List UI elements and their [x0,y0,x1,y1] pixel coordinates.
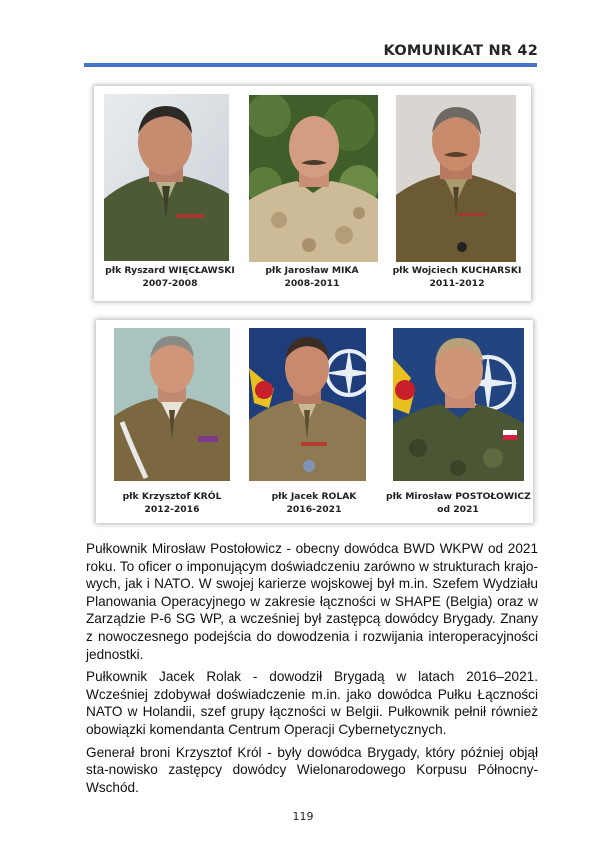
commander-name: płk Ryszard WIĘCŁAWSKI [105,265,235,276]
paragraph-postolowicz: Pułkownik Mirosław Postołowicz - obecny dowódca BWD WKPW od 2021 roku. To oficer o imponującym doświadczeniu zarówno w strukturach krajo-wych, jak i NATO. W swojej karierze wojskowej był m.in. Szefem Wydziału Planowania Operacyjnego w zakresie łączności w SHAPE (Belgia) oraz w Zarządzie P-6 SG WP, a wcześniej był zastępcą dowódcy Brygady. Znany z nowoczesnego podejścia do dowodzenia i rozwijania interoperacyjności jednostki. [86,541,538,662]
commander-name: płk Mirosław POSTOŁOWICZ [386,491,531,502]
portrait-image [396,95,516,262]
commander-years: 2012-2016 [144,504,200,515]
commanders-gallery-row-2 [96,320,533,523]
document-header-title: KOMUNIKAT NR 42 [383,43,538,59]
commander-photo [249,328,366,481]
portrait-image [393,328,524,481]
commander-photo [393,328,524,481]
commanders-gallery-row-1 [94,86,531,301]
portrait-image [249,95,378,262]
paragraph-rolak: Pułkownik Jacek Rolak - dowodził Brygadą w latach 2016–2021. Wcześniej zdobywał doświadczenie m.in. jako dowódca Pułku Łączności NATO w Holandii, szef grupy łączności w Belgii. Pułkownik pełnił również obowiązki komendanta Centrum Operacji Cybernetycznych. [86,669,538,737]
commander-card [386,94,528,299]
portrait-image [114,328,230,481]
portrait-image [249,328,366,481]
commander-years: 2011-2012 [429,278,485,289]
commander-name: płk Krzysztof KRÓL [122,491,222,502]
commander-name: płk Jarosław MIKA [265,265,359,276]
commander-years: 2007-2008 [142,278,198,289]
commander-photo [249,95,378,262]
commander-name: płk Wojciech KUCHARSKI [392,265,522,276]
commander-photo [114,328,230,481]
commander-card [100,94,240,299]
article-body [86,540,538,801]
commander-photo [396,95,516,262]
commander-card [244,328,384,523]
commander-name: płk Jacek ROLAK [271,491,357,502]
paragraph-krol: Generał broni Krzysztof Król - były dowódca Brygady, który później objął sta-nowisko zastępcy dowódcy Wielonarodowego Korpusu Północny-Wschód. [86,744,538,795]
header-divider [84,63,537,67]
portrait-image [104,94,229,261]
commander-card [386,328,530,523]
commander-years: 2008-2011 [284,278,340,289]
commander-years: od 2021 [437,504,479,515]
commander-photo [104,94,229,261]
commander-years: 2016-2021 [286,504,342,515]
page-number: 119 [292,810,314,823]
commander-card [102,328,242,523]
commander-card [242,94,382,299]
